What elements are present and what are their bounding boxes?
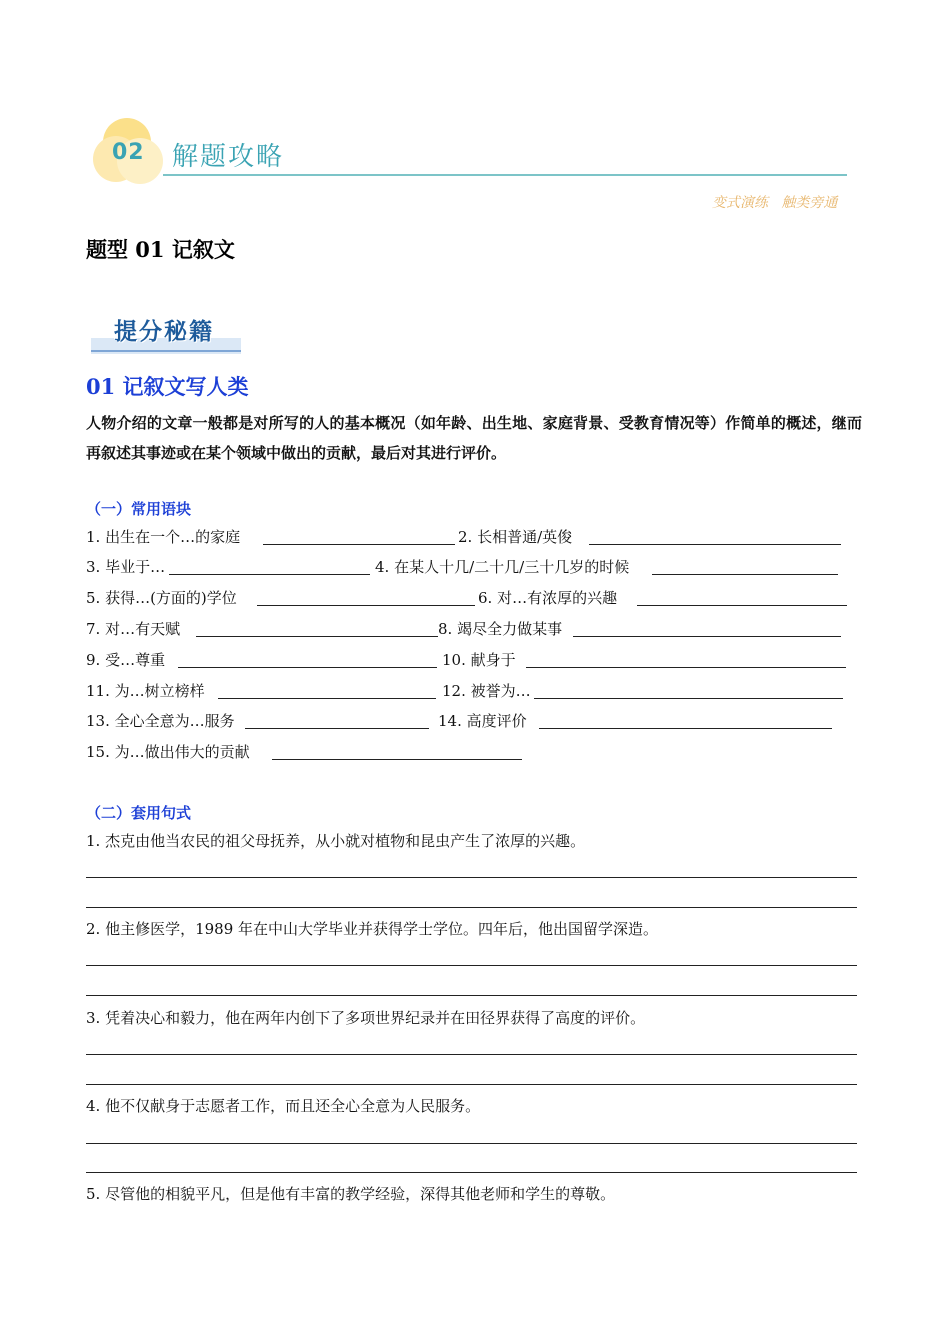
phrase-row <box>86 710 866 732</box>
phrase-item: 1. 出生在一个…的家庭 <box>86 528 241 546</box>
phrase-item: 5. 获得…(方面的)学位 <box>86 589 237 607</box>
section-title: 01 记叙文写人类 <box>86 374 249 399</box>
phrase-item: 11. 为…树立榜样 <box>86 682 205 700</box>
answer-line[interactable] <box>86 1084 857 1085</box>
answer-blank[interactable] <box>263 544 455 545</box>
sentence-item: 4. 他不仅献身于志愿者工作，而且还全心全意为人民服务。 <box>86 1097 481 1115</box>
sentence-item: 1. 杰克由他当农民的祖父母抚养，从小就对植物和昆虫产生了浓厚的兴趣。 <box>86 832 586 850</box>
answer-blank[interactable] <box>534 698 843 699</box>
answer-blank[interactable] <box>178 667 437 668</box>
phrase-row <box>86 741 866 763</box>
phrase-row <box>86 526 866 548</box>
phrase-item: 9. 受…尊重 <box>86 651 166 669</box>
phrase-row <box>86 680 866 702</box>
answer-blank[interactable] <box>218 698 436 699</box>
answer-blank[interactable] <box>539 728 832 729</box>
phrase-row <box>86 587 866 609</box>
answer-line[interactable] <box>86 877 857 878</box>
answer-line[interactable] <box>86 965 857 966</box>
answer-blank[interactable] <box>589 544 841 545</box>
section-intro: 人物介绍的文章一般都是对所写的人的基本概况（如年龄、出生地、家庭背景、受教育情况等）作简单的概述，继而再叙述其事迹或在某个领域中做出的贡献，最后对其进行评价。 <box>86 414 862 462</box>
phrase-row <box>86 618 866 640</box>
answer-blank[interactable] <box>169 574 370 575</box>
answer-line[interactable] <box>86 1172 857 1173</box>
header-slogan: 变式演练 触类旁通 <box>712 195 838 211</box>
sentence-item: 5. 尽管他的相貌平凡，但是他有丰富的教学经验，深得其他老师和学生的尊敬。 <box>86 1185 616 1203</box>
phrase-item: 4. 在某人十几/二十几/三十几岁的时候 <box>375 558 630 576</box>
answer-blank[interactable] <box>196 636 438 637</box>
answer-line[interactable] <box>86 995 857 996</box>
phrase-row <box>86 649 866 671</box>
phrase-item: 8. 竭尽全力做某事 <box>438 620 563 638</box>
answer-blank[interactable] <box>637 605 847 606</box>
tips-badge-label: 提分秘籍 <box>114 319 214 345</box>
answer-blank[interactable] <box>272 759 522 760</box>
phrase-item: 7. 对…有天赋 <box>86 620 181 638</box>
phrase-item: 12. 被誉为… <box>442 682 531 700</box>
sentence-item: 3. 凭着决心和毅力，他在两年内创下了多项世界纪录并在田径界获得了高度的评价。 <box>86 1009 646 1027</box>
answer-line[interactable] <box>86 907 857 908</box>
answer-line[interactable] <box>86 1054 857 1055</box>
phrase-row <box>86 556 866 578</box>
question-type-title: 题型 01 记叙文 <box>86 237 235 262</box>
phrase-item: 6. 对…有浓厚的兴趣 <box>478 589 618 607</box>
phrase-item: 10. 献身于 <box>442 651 516 669</box>
phrase-item: 14. 高度评价 <box>438 712 527 730</box>
answer-blank[interactable] <box>245 728 429 729</box>
phrase-item: 13. 全心全意为…服务 <box>86 712 235 730</box>
sentence-item: 2. 他主修医学，1989 年在中山大学毕业并获得学士学位。四年后，他出国留学深造。 <box>86 920 659 938</box>
sentences-title: （二）套用句式 <box>86 804 192 822</box>
answer-blank[interactable] <box>257 605 475 606</box>
tips-badge-underline <box>91 350 241 352</box>
answer-blank[interactable] <box>652 574 838 575</box>
section-number: 02 <box>112 140 145 165</box>
answer-blank[interactable] <box>526 667 846 668</box>
phrase-item: 15. 为…做出伟大的贡献 <box>86 743 250 761</box>
phrase-item: 3. 毕业于… <box>86 558 166 576</box>
header-divider <box>163 174 847 176</box>
header-title: 解题攻略 <box>172 142 285 172</box>
phrase-item: 2. 长相普通/英俊 <box>458 528 573 546</box>
phrases-title: （一）常用语块 <box>86 500 192 518</box>
answer-line[interactable] <box>86 1143 857 1144</box>
answer-blank[interactable] <box>573 636 841 637</box>
